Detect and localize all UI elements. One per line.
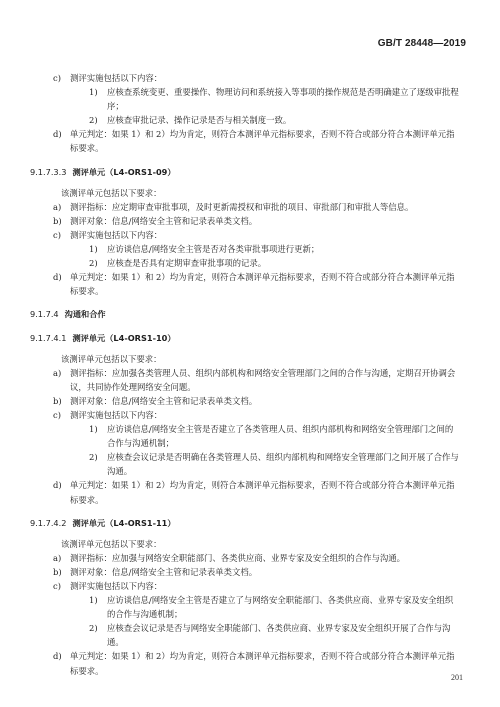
sub-list-item	[61, 621, 461, 649]
sub-list-item-label: 2)	[89, 258, 98, 269]
sub-list-item-text: 应访谈信息/网络安全主管是否建立了各类管理人员、组织内部机构和网络安全管理部门之间的合作与沟通机制；	[107, 424, 454, 449]
section-title: 测评单元（L4-ORS1-10）	[72, 332, 176, 343]
list-item	[53, 214, 461, 228]
sub-list-item	[61, 242, 461, 256]
list-item-label: b)	[53, 566, 62, 577]
paragraph: 该测评单元包括以下要求：	[61, 353, 162, 364]
list-item-label: a)	[53, 367, 62, 378]
sub-list-item	[61, 113, 461, 127]
list-item-label: b)	[53, 395, 62, 406]
sub-list-item-label: 2)	[89, 623, 98, 634]
list-item-text: 测评实施包括以下内容：	[70, 409, 163, 420]
list-item-text: 测评指标：应加强与网络安全职能部门、各类供应商、业界专家及安全组织的合作与沟通。	[70, 552, 405, 563]
list-item-label: d)	[53, 480, 62, 491]
list-item	[53, 478, 461, 506]
list-item-label: d)	[53, 272, 62, 283]
section-number: 9.1.7.4.2	[30, 517, 67, 528]
standard-code: GB/T 28448—2019	[377, 38, 466, 49]
list-item	[53, 228, 461, 242]
sub-list-item-text: 应核查审批记录、操作记录是否与相关制度一致。	[107, 115, 292, 126]
sub-list-item-label: 2)	[89, 452, 98, 463]
list-item-text: 单元判定：如果 1）和 2）均为肯定，则符合本测评单元指标要求，否则不符合或部分符合本测评单元指标要求。	[70, 651, 455, 676]
list-item	[53, 649, 461, 677]
page-number: 201	[451, 673, 463, 682]
sub-list-item	[61, 450, 461, 478]
section-title: 沟通和合作	[64, 309, 106, 320]
sub-list-item-text: 应核查系统变更、重要操作、物理访问和系统接入等事项的操作规范是否明确建立了逐级审批程序；	[107, 87, 459, 112]
list-item-text: 单元判定：如果 1）和 2）均为肯定，则符合本测评单元指标要求，否则不符合或部分符合本测评单元指标要求。	[70, 272, 455, 297]
list-item-text: 单元判定：如果 1）和 2）均为肯定，则符合本测评单元指标要求，否则不符合或部分符合本测评单元指标要求。	[70, 480, 455, 505]
list-item-label: d)	[53, 651, 62, 662]
sub-list-item-label: 2)	[89, 115, 98, 126]
list-item-text: 测评对象：信息/网络安全主管和记录表单类文档。	[70, 566, 258, 577]
sub-list-item-label: 1)	[89, 424, 98, 435]
list-item	[53, 270, 461, 298]
list-item-label: c)	[53, 73, 61, 83]
section-heading	[30, 516, 461, 530]
list-item	[53, 127, 461, 155]
section-number: 9.1.7.4.1	[30, 332, 67, 343]
list-item-label: c)	[53, 581, 61, 591]
sub-list-item-text: 应核查会议记录是否明确在各类管理人员、组织内部机构和网络安全管理部门之间开展了合作与沟通。	[107, 452, 459, 477]
section-title: 测评单元（L4-ORS1-09）	[72, 166, 176, 177]
sub-list-item-label: 1)	[89, 595, 98, 606]
sub-list-item-label: 1)	[89, 244, 98, 255]
list-item-label: c)	[53, 409, 61, 420]
sub-list-item	[61, 256, 461, 270]
list-item	[53, 565, 461, 579]
sub-list-item-text: 应访谈信息/网络安全主管是否建立了与网络安全职能部门、各类供应商、业界专家及安全组织的合作与沟通机制；	[107, 595, 454, 620]
list-item	[53, 551, 461, 565]
section-number: 9.1.7.3.3	[30, 166, 67, 177]
sub-list-item-text: 应核查是否具有定期审查审批事项的记录。	[107, 258, 267, 269]
section-number: 9.1.7.4	[30, 309, 59, 320]
list-item	[53, 394, 461, 408]
document-body	[30, 71, 461, 678]
list-item	[53, 408, 461, 422]
paragraph: 该测评单元包括以下要求：	[61, 538, 162, 549]
sub-list-item	[61, 85, 461, 113]
list-item	[53, 366, 461, 394]
list-item	[53, 200, 461, 214]
sub-list-item-text: 应访谈信息/网络安全主管是否对各类审批事项进行更新；	[107, 244, 320, 255]
list-item-text: 测评实施包括以下内容：	[70, 581, 163, 591]
section-title: 测评单元（L4-ORS1-11）	[72, 517, 176, 528]
section-heading	[30, 307, 461, 321]
list-item-text: 测评指标：应加强各类管理人员、组织内部机构和网络安全管理部门之间的合作与沟通，定期召开协调会议，共同协作处理网络安全问题。	[70, 367, 456, 392]
list-item-text: 测评对象：信息/网络安全主管和记录表单类文档。	[70, 395, 258, 406]
list-item-text: 单元判定：如果 1）和 2）均为肯定，则符合本测评单元指标要求，否则不符合或部分符合本测评单元指标要求。	[70, 129, 455, 154]
list-item	[53, 71, 461, 85]
list-item-label: a)	[53, 552, 62, 563]
list-item-text: 测评对象：信息/网络安全主管和记录表单类文档。	[70, 215, 258, 226]
list-item-label: a)	[53, 201, 62, 212]
paragraph: 该测评单元包括以下要求：	[61, 187, 162, 198]
list-item-text: 测评指标：应定期审查审批事项，及时更新需授权和审批的项目、审批部门和审批人等信息。	[70, 201, 414, 212]
sub-list-item	[61, 593, 461, 621]
section-heading	[30, 331, 461, 345]
section-heading	[30, 165, 461, 179]
list-item	[53, 579, 461, 593]
list-item-label: b)	[53, 215, 62, 226]
list-item-text: 测评实施包括以下内容：	[70, 73, 163, 83]
sub-list-item	[61, 422, 461, 450]
list-item-label: c)	[53, 229, 61, 240]
list-item-text: 测评实施包括以下内容：	[70, 229, 163, 240]
sub-list-item-label: 1)	[89, 87, 98, 98]
sub-list-item-text: 应核查会议记录是否与网络安全职能部门、各类供应商、业界专家及安全组织开展了合作与沟通。	[107, 623, 451, 648]
list-item-label: d)	[53, 129, 62, 140]
